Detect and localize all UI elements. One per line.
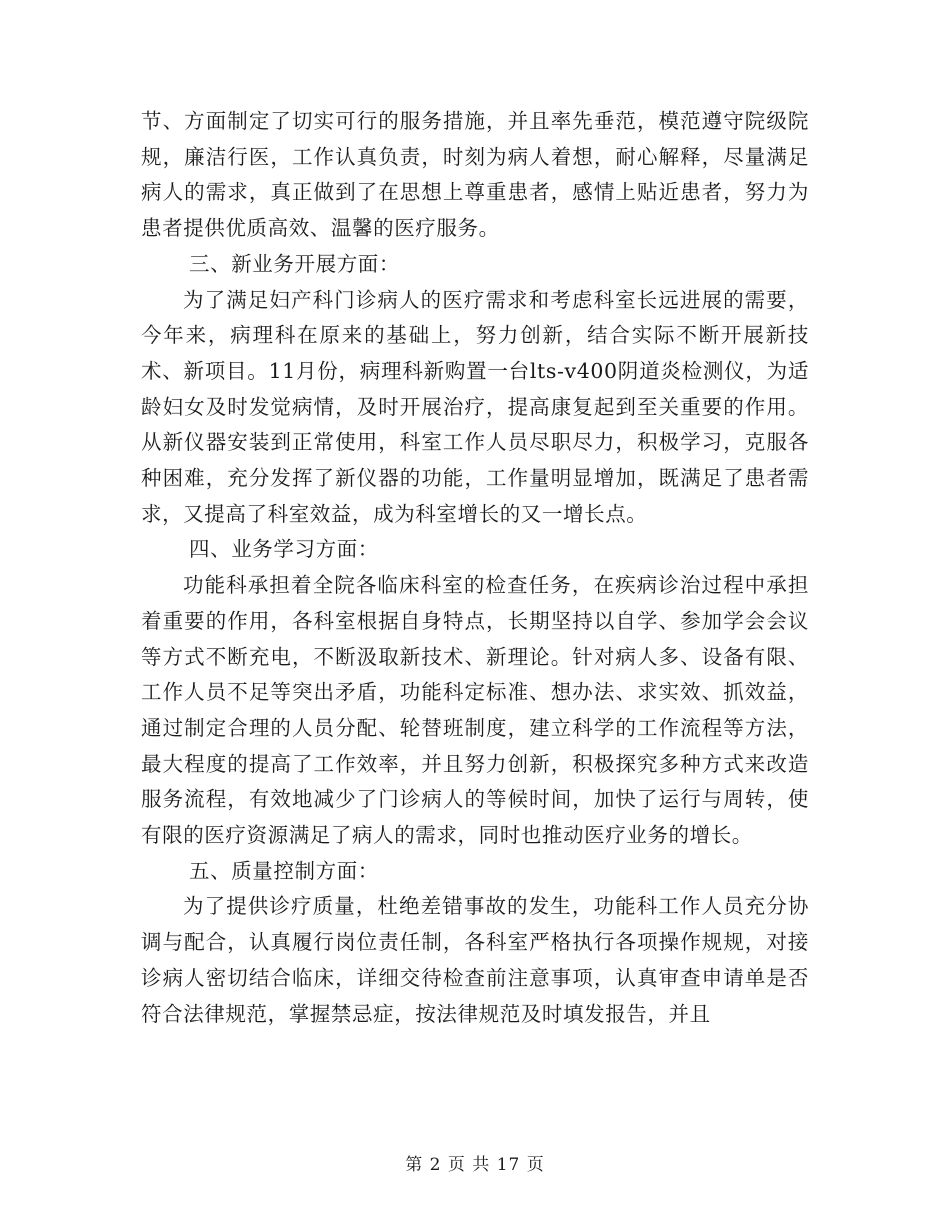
paragraph-business-study: 功能科承担着全院各临床科室的检查任务，在疾病诊治过程中承担着重要的作用，各科室根据自身特点，长期坚持以自学、参加学会会议等方式不断充电，不断汲取新技术、新理论。针对病人多、设备有限、工作人员不足等突出矛盾，功能科定标准、想办法、求实效、抓效益，通过制定合理的人员分配、轮替班制度，建立科学的工作流程等方法，最大程度的提高了工作效率，并且努力创新，积极探究多种方式来改造服务流程，有效地减少了门诊病人的等候时间，加快了运行与周转，使有限的医疗资源满足了病人的需求，同时也推动医疗业务的增长。 [141, 573, 809, 848]
document-body [141, 104, 809, 1032]
paragraph-new-business: 为了满足妇产科门诊病人的医疗需求和考虑科室长远进展的需要，今年来，病理科在原来的基础上，努力创新，结合实际不断开展新技术、新项目。11月份，病理科新购置一台lts-v400阴道炎检测仪，为适龄妇女及时发觉病情，及时开展治疗，提高康复起到至关重要的作用。从新仪器安装到正常使用，科室工作人员尽职尽力，积极学习，克服各种困难，充分发挥了新仪器的功能，工作量明显增加，既满足了患者需求，又提高了科室效益，成为科室增长的又一增长点。 [141, 287, 809, 526]
section-heading-new-business: 三、新业务开展方面： [189, 251, 400, 276]
paragraph-quality-control: 为了提供诊疗质量，杜绝差错事故的发生，功能科工作人员充分协调与配合，认真履行岗位责任制，各科室严格执行各项操作规规，对接诊病人密切结合临床，详细交待检查前注意事项，认真审查申请单是否符合法律规范，掌握禁忌症，按法律规范及时填发报告，并且 [141, 894, 809, 1026]
section-heading-business-study: 四、业务学习方面： [189, 537, 379, 562]
section-heading-quality-control: 五、质量控制方面： [189, 858, 379, 883]
paragraph-service-measures: 节、方面制定了切实可行的服务措施，并且率先垂范，模范遵守院级院规，廉洁行医，工作认真负责，时刻为病人着想，耐心解释，尽量满足病人的需求，真正做到了在思想上尊重患者，感情上贴近患者，努力为患者提供优质高效、温馨的医疗服务。 [141, 109, 809, 241]
page-number-footer: 第 2 页 共 17 页 [405, 1155, 545, 1175]
